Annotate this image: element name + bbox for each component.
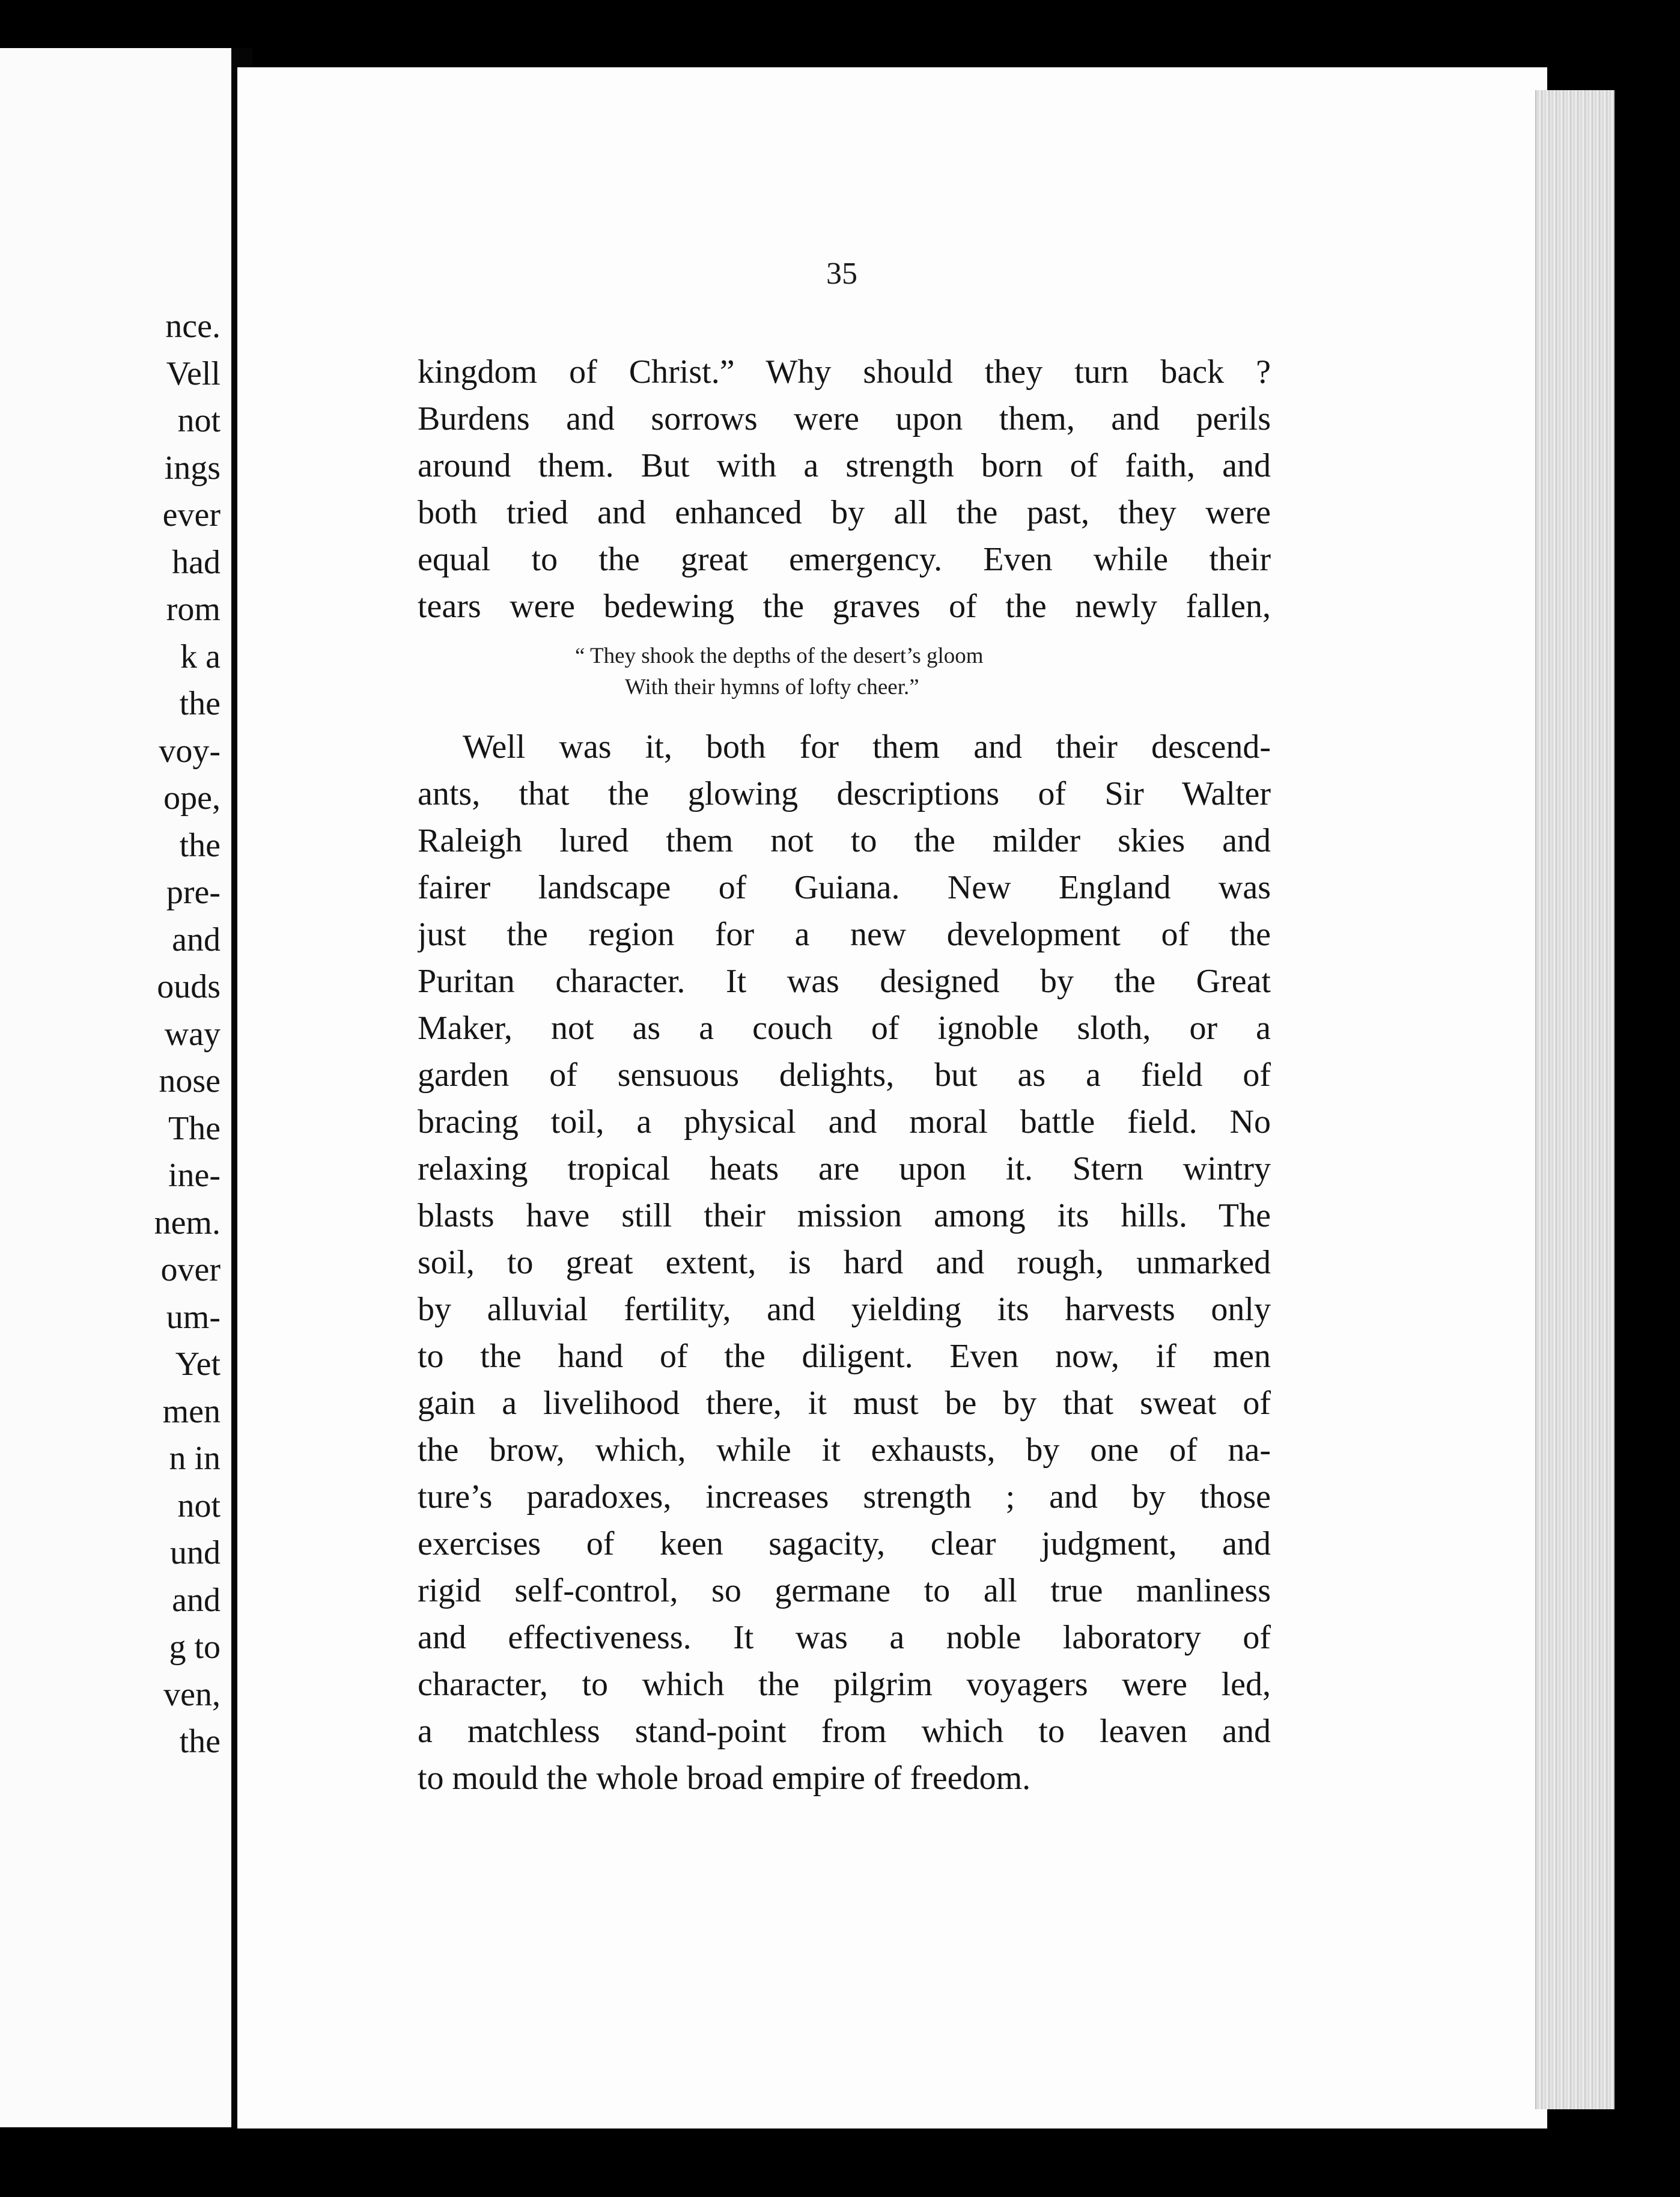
left-page-line-fragment: Vell [166, 355, 221, 392]
left-page-line-fragment: rom [166, 591, 221, 628]
text-line: a matchless stand-point from which to leaven and [418, 1713, 1271, 1750]
text-line: by alluvial fertility, and yielding its harvests only [418, 1291, 1271, 1328]
quote-line: “ They shook the depths of the desert’s gloom [575, 644, 984, 668]
left-page-line-fragment: way [164, 1015, 221, 1053]
left-page-line-fragment: and [172, 921, 221, 958]
text-line: Raleigh lured them not to the milder skies and [418, 822, 1271, 859]
text-line: bracing toil, a physical and moral battle field. No [418, 1103, 1271, 1141]
left-page-line-fragment: ope, [163, 779, 221, 817]
left-page-line-fragment: k a [180, 638, 221, 675]
left-page-line-fragment: g to [169, 1629, 221, 1666]
text-line: the brow, which, while it exhausts, by one of na- [418, 1431, 1271, 1469]
text-line: to the hand of the diligent. Even now, if men [418, 1338, 1271, 1375]
left-page-line-fragment: The [168, 1109, 221, 1147]
text-line: Maker, not as a couch of ignoble sloth, or a [418, 1010, 1271, 1047]
verse-quote [418, 641, 1271, 703]
text-line: relaxing tropical heats are upon it. Stern wintry [418, 1150, 1271, 1187]
left-page-line-fragment: over [160, 1251, 221, 1288]
page-text-block [418, 349, 1271, 1802]
paragraph-2 [418, 724, 1271, 1802]
left-page-line-fragment: ings [164, 449, 221, 487]
text-line: around them. But with a strength born of faith, and [418, 447, 1271, 484]
text-line: garden of sensuous delights, but as a field of [418, 1056, 1271, 1094]
text-line: to mould the whole broad empire of freedom. [418, 1760, 1031, 1797]
text-line: fairer landscape of Guiana. New England was [418, 869, 1271, 906]
left-page-line-fragment: men [162, 1392, 221, 1430]
left-page-line-fragment: ever [162, 496, 221, 534]
left-page-line-fragment: nem. [154, 1204, 221, 1242]
text-line: Burdens and sorrows were upon them, and perils [418, 400, 1271, 437]
left-page-line-fragment: ouds [157, 968, 221, 1005]
text-line: and effectiveness. It was a noble laboratory of [418, 1619, 1271, 1656]
left-page-line-fragment: um- [166, 1298, 221, 1336]
page-number: 35 [826, 257, 857, 291]
text-line: exercises of keen sagacity, clear judgment, and [418, 1525, 1271, 1562]
left-page-line-fragment: ine- [168, 1157, 221, 1194]
page-edges [1535, 90, 1615, 2109]
left-page-line-fragment: not [177, 402, 221, 439]
left-page-line-fragment: not [177, 1487, 221, 1525]
text-line: character, to which the pilgrim voyagers were led, [418, 1666, 1271, 1703]
left-page-line-fragment: und [170, 1534, 221, 1571]
text-line: ture’s paradoxes, increases strength ; and by those [418, 1478, 1271, 1516]
text-line: rigid self-control, so germane to all true manliness [418, 1572, 1271, 1609]
left-page-line-fragment: pre- [166, 874, 221, 911]
text-line: both tried and enhanced by all the past, they were [418, 494, 1271, 531]
text-line: just the region for a new development of the [418, 916, 1271, 953]
left-page-line-fragment: and [172, 1581, 221, 1619]
text-line: kingdom of Christ.” Why should they turn back ? [418, 353, 1271, 391]
left-page-line-fragment: nce. [165, 308, 221, 345]
text-line: gain a livelihood there, it must be by that sweat of [418, 1385, 1271, 1422]
text-line: ants, that the glowing descriptions of Sir Walter [418, 775, 1271, 812]
left-facing-page [0, 48, 231, 2127]
text-line: tears were bedewing the graves of the newly fallen, [418, 588, 1271, 625]
left-page-line-fragment: the [179, 826, 221, 864]
quote-line: With their hymns of lofty cheer.” [625, 675, 919, 699]
paragraph-1 [418, 349, 1271, 630]
left-page-line-fragment: Yet [175, 1345, 221, 1383]
text-line: soil, to great extent, is hard and rough, unmarked [418, 1244, 1271, 1281]
left-page-line-fragment: had [172, 543, 221, 581]
left-page-line-fragment: nose [159, 1062, 221, 1100]
text-line: equal to the great emergency. Even while their [418, 541, 1271, 578]
left-page-line-fragment: ven, [163, 1675, 221, 1713]
left-page-line-fragment: the [179, 685, 221, 722]
text-line: Well was it, both for them and their descend- [463, 728, 1271, 766]
left-page-line-fragment: n in [169, 1440, 221, 1477]
text-line: Puritan character. It was designed by the Great [418, 963, 1271, 1000]
text-line: blasts have still their mission among its hills. The [418, 1197, 1271, 1234]
left-page-line-fragment: the [179, 1723, 221, 1760]
left-page-line-fragment: voy- [159, 732, 221, 770]
